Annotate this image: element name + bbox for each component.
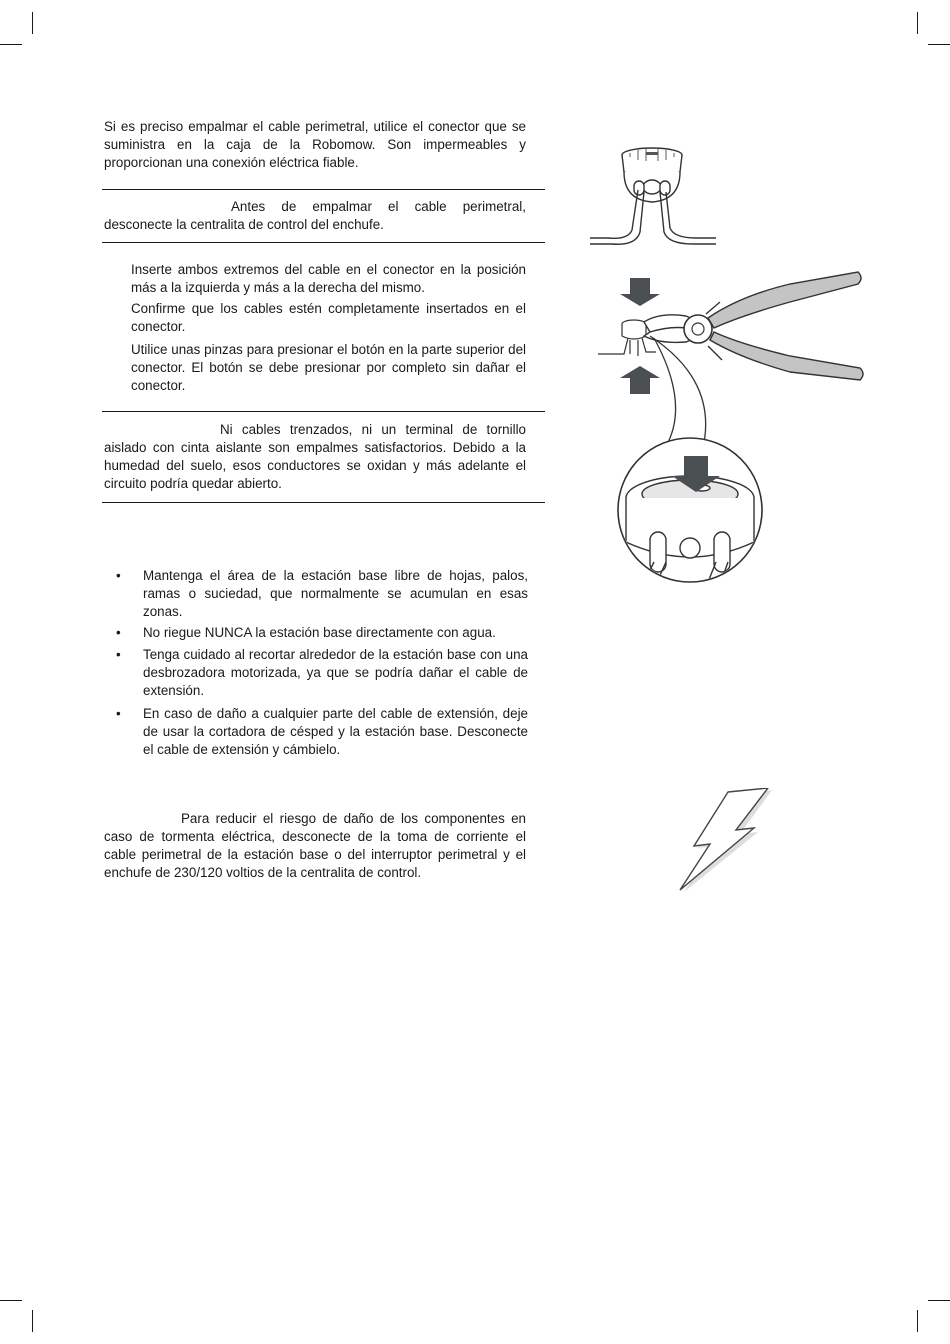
crop-mark bbox=[928, 44, 950, 45]
list-item bbox=[116, 567, 528, 621]
crop-mark bbox=[0, 1300, 22, 1301]
crop-mark bbox=[0, 44, 22, 45]
crop-mark bbox=[917, 1310, 918, 1332]
crop-mark bbox=[32, 1310, 33, 1332]
note-splices: Ni cables trenzados, ni un terminal de tornillo aislado con cinta aislante son empalmes satisfactorios. Debido a la humedad del suelo, esos conductores se oxidan y más adelante el circuito podría quedar abierto. bbox=[104, 422, 526, 491]
intro-paragraph: Si es preciso empalmar el cable perimetral, utilice el conector que se suministra en la caja de la Robomow. Son impermeables y proporcionan una conexión eléctrica fiable. bbox=[104, 119, 526, 170]
note-rule-bottom bbox=[102, 502, 545, 503]
bullet-icon: • bbox=[116, 625, 121, 640]
note-rule-top bbox=[102, 411, 545, 412]
note-rule-top bbox=[102, 189, 545, 190]
step-2: Confirme que los cables estén completamente insertados en el conector. bbox=[131, 301, 526, 334]
bullet-icon: • bbox=[116, 706, 121, 721]
list-item-text: Tenga cuidado al recortar alrededor de la estación base con una desbrozadora motorizada, ya que se podría dañar el cable de extensión. bbox=[143, 647, 528, 698]
list-item bbox=[116, 646, 528, 700]
crop-mark bbox=[917, 12, 918, 34]
list-item-text: En caso de daño a cualquier parte del cable de extensión, deje de usar la cortadora de césped y la estación base. Desconecte el cable de extensión y cámbielo. bbox=[143, 706, 528, 757]
wire-connector-icon bbox=[588, 140, 718, 252]
crop-mark bbox=[928, 1300, 950, 1301]
note-rule-bottom bbox=[102, 242, 545, 243]
storm-paragraph: Para reducir el riesgo de daño de los componentes en caso de tormenta eléctrica, desconecte de la toma de corriente el cable perimetral de la estación base o del interruptor perimetral y el enchufe de 230/120 voltios de la centralita de control. bbox=[104, 811, 526, 880]
step-3: Utilice unas pinzas para presionar el botón en la parte superior del conector. El botón se debe presionar por completo sin dañar el conector. bbox=[131, 342, 526, 393]
bullet-icon: • bbox=[116, 568, 121, 583]
step-1: Inserte ambos extremos del cable en el conector en la posición más a la izquierda y más a la derecha del mismo. bbox=[131, 262, 526, 295]
note-disconnect: Antes de empalmar el cable perimetral, desconecte la centralita de control del enchufe. bbox=[104, 199, 526, 232]
crop-mark bbox=[32, 12, 33, 34]
list-item-text: Mantenga el área de la estación base libre de hojas, palos, ramas o suciedad, que normalmente se acumulan en esas zonas. bbox=[143, 568, 528, 619]
list-item bbox=[116, 705, 528, 759]
list-item bbox=[116, 624, 528, 642]
lightning-bolt-icon bbox=[676, 788, 774, 894]
pliers-crimping-icon bbox=[590, 262, 868, 592]
bullet-icon: • bbox=[116, 647, 121, 662]
list-item-text: No riegue NUNCA la estación base directamente con agua. bbox=[143, 625, 496, 640]
